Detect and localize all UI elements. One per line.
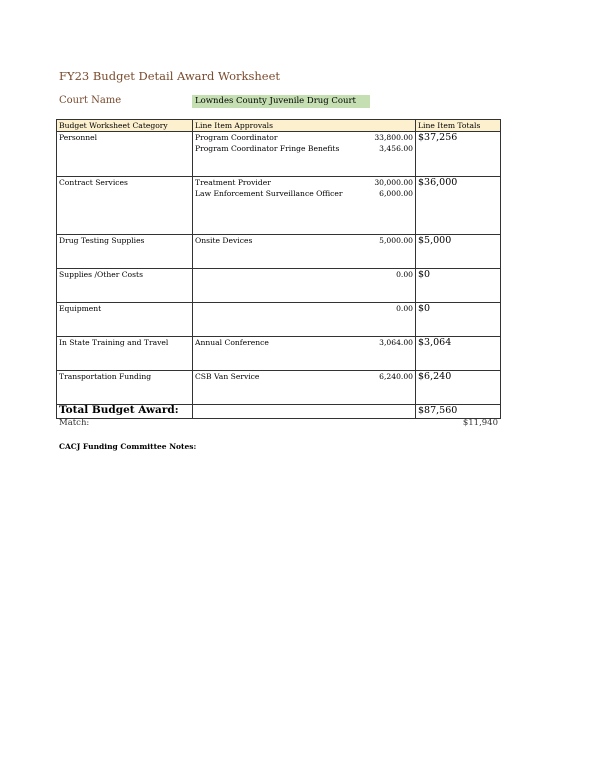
line-item: 0.00: [396, 270, 413, 279]
table-row-transportation: [57, 371, 501, 405]
approvals-cell: [193, 269, 416, 303]
total-cell: $3,064: [416, 337, 501, 371]
approvals-cell: [193, 132, 416, 177]
total-budget-value: $87,560: [416, 405, 501, 419]
approvals-cell: [193, 303, 416, 337]
budget-table: [56, 119, 501, 419]
total-budget-label: Total Budget Award:: [57, 405, 193, 419]
header-totals: Line Item Totals: [416, 120, 501, 132]
line-item: Law Enforcement Surveillance Officer 6,000.00: [195, 189, 413, 198]
total-cell: $5,000: [416, 235, 501, 269]
line-item: Treatment Provider 30,000.00: [195, 178, 413, 187]
table-row-equipment: [57, 303, 501, 337]
line-item: Onsite Devices 5,000.00: [195, 236, 413, 245]
empty-cell: [193, 405, 416, 419]
line-item: CSB Van Service 6,240.00: [195, 372, 413, 381]
category-cell: Contract Services: [57, 177, 193, 235]
category-cell: Drug Testing Supplies: [57, 235, 193, 269]
line-item: Program Coordinator 33,800.00: [195, 133, 413, 142]
table-row-personnel: [57, 132, 501, 177]
category-cell: Supplies /Other Costs: [57, 269, 193, 303]
table-row-total: [57, 405, 501, 419]
approvals-cell: [193, 371, 416, 405]
header-category: Budget Worksheet Category: [57, 120, 193, 132]
court-name-value: Lowndes County Juvenile Drug Court: [192, 95, 370, 108]
total-cell: $36,000: [416, 177, 501, 235]
total-cell: $0: [416, 269, 501, 303]
category-cell: In State Training and Travel: [57, 337, 193, 371]
category-cell: Personnel: [57, 132, 193, 177]
header-approvals: Line Item Approvals: [193, 120, 416, 132]
table-header-row: [57, 120, 501, 132]
line-item: 0.00: [396, 304, 413, 313]
committee-notes-label: CACJ Funding Committee Notes:: [59, 442, 197, 451]
table-row-supplies: [57, 269, 501, 303]
table-row-contract: [57, 177, 501, 235]
approvals-cell: [193, 177, 416, 235]
category-cell: Equipment: [57, 303, 193, 337]
total-cell: $6,240: [416, 371, 501, 405]
court-name-label: Court Name: [59, 95, 122, 106]
match-label: Match:: [59, 418, 90, 428]
total-cell: $0: [416, 303, 501, 337]
category-cell: Transportation Funding: [57, 371, 193, 405]
approvals-cell: [193, 235, 416, 269]
table-row-drug-testing: [57, 235, 501, 269]
line-item: Program Coordinator Fringe Benefits 3,456.00: [195, 144, 413, 153]
page-title: FY23 Budget Detail Award Worksheet: [59, 69, 281, 83]
line-item: Annual Conference 3,064.00: [195, 338, 413, 347]
approvals-cell: [193, 337, 416, 371]
match-value: $11,940: [462, 418, 498, 428]
total-cell: $37,256: [416, 132, 501, 177]
table-row-training: [57, 337, 501, 371]
